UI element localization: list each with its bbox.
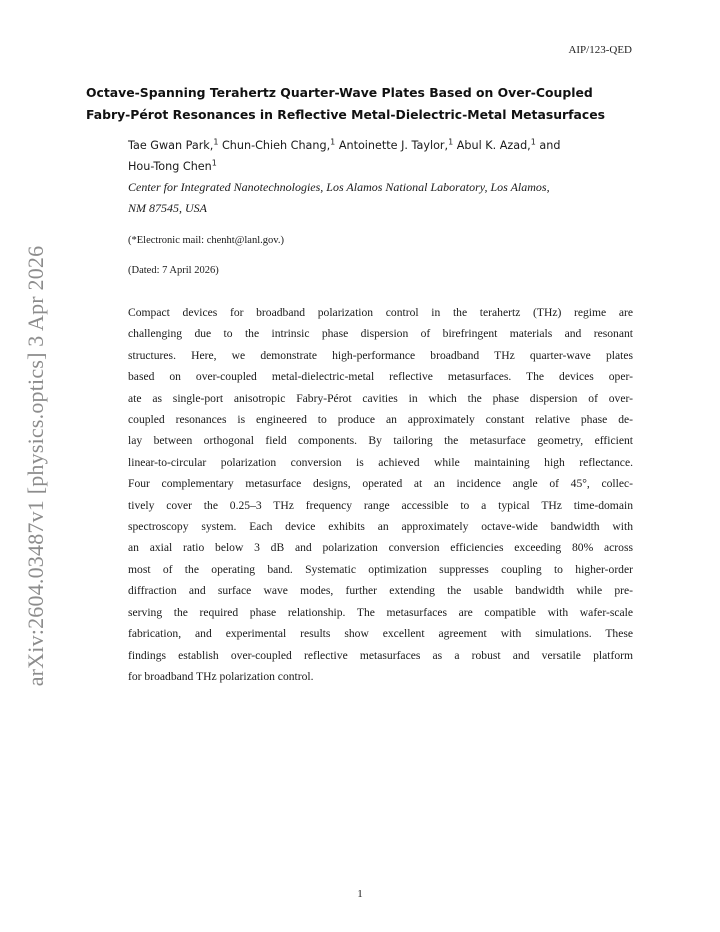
affiliation-mark: 1 [330,137,336,147]
affiliation-line: Center for Integrated Nanotechnologies, Los Alamos National Laboratory, Los Alamos, [128,180,550,194]
abstract-line: coupled resonances is engineered to produce an approximately constant relative phase de- [128,413,633,427]
abstract-line: linear-to-circular polarization conversion is achieved while maintaining high reflectance. [128,455,633,469]
abstract-line: based on over-coupled metal-dielectric-metal reflective metasurfaces. The devices oper- [128,370,633,384]
front-matter [128,135,638,279]
abstract [128,302,633,687]
author-conjunction: and [539,139,561,152]
author-name: Abul K. Azad, [456,139,531,152]
author-name: Tae Gwan Park, [128,139,214,152]
abstract-line: diffraction and surface wave modes, further extending the usable bandwidth while pre- [128,584,633,598]
contact-email: (*Electronic mail: chenht@lanl.gov.) [128,235,284,246]
abstract-line: challenging due to the intrinsic phase dispersion of birefringent materials and resonant [128,327,633,341]
title-line: Octave-Spanning Terahertz Quarter-Wave Plates Based on Over-Coupled [86,85,593,100]
author-list [128,135,638,177]
affiliation-mark: 1 [211,158,217,168]
abstract-line: serving the required phase relationship. The metasurfaces are compatible with wafer-scale [128,605,633,619]
report-code: AIP/123-QED [568,44,632,56]
page-number: 1 [357,888,363,900]
affiliation [128,177,638,219]
affiliation-mark: 1 [213,137,219,147]
abstract-line: Four complementary metasurface designs, operated at an incidence angle of 45°, collec- [128,477,633,491]
date-line: (Dated: 7 April 2026) [128,265,219,276]
abstract-line: spectroscopy system. Each device exhibits an approximately octave-wide bandwidth with [128,520,633,534]
abstract-line: tively cover the 0.25–3 THz frequency range accessible to a typical THz time-domain [128,498,633,512]
abstract-line: fabrication, and experimental results show excellent agreement with simulations. These [128,627,633,641]
abstract-line: structures. Here, we demonstrate high-performance broadband THz quarter-wave plates [128,348,633,362]
abstract-line: most of the operating band. Systematic optimization suppresses coupling to higher-order [128,562,633,576]
abstract-line: an axial ratio below 3 dB and polarization conversion efficiencies exceeding 80% across [128,541,633,555]
abstract-line: for broadband THz polarization control. [128,669,314,683]
abstract-line: findings establish over-coupled reflective metasurfaces as a robust and versatile platform [128,648,633,662]
abstract-line: Compact devices for broadband polarization control in the terahertz (THz) regime are [128,306,633,319]
title-line: Fabry-Pérot Resonances in Reflective Metal-Dielectric-Metal Metasurfaces [86,107,606,122]
arxiv-identifier: arXiv:2604.03487v1 [physics.optics] 3 Apr 2026 [23,245,48,687]
affiliation-mark: 1 [530,137,536,147]
paper-title [86,82,646,126]
author-name: Antoinette J. Taylor, [338,139,449,152]
affiliation-line: NM 87545, USA [128,201,207,215]
author-name: Chun-Chieh Chang, [222,139,331,152]
abstract-line: lay between orthogonal field components. By tailoring the metasurface geometry, efficient [128,434,633,448]
abstract-line: ate as single-port anisotropic Fabry-Pérot cavities in which the phase dispersion of over- [128,391,633,405]
author-name: Hou-Tong Chen [128,160,212,173]
affiliation-mark: 1 [448,137,454,147]
